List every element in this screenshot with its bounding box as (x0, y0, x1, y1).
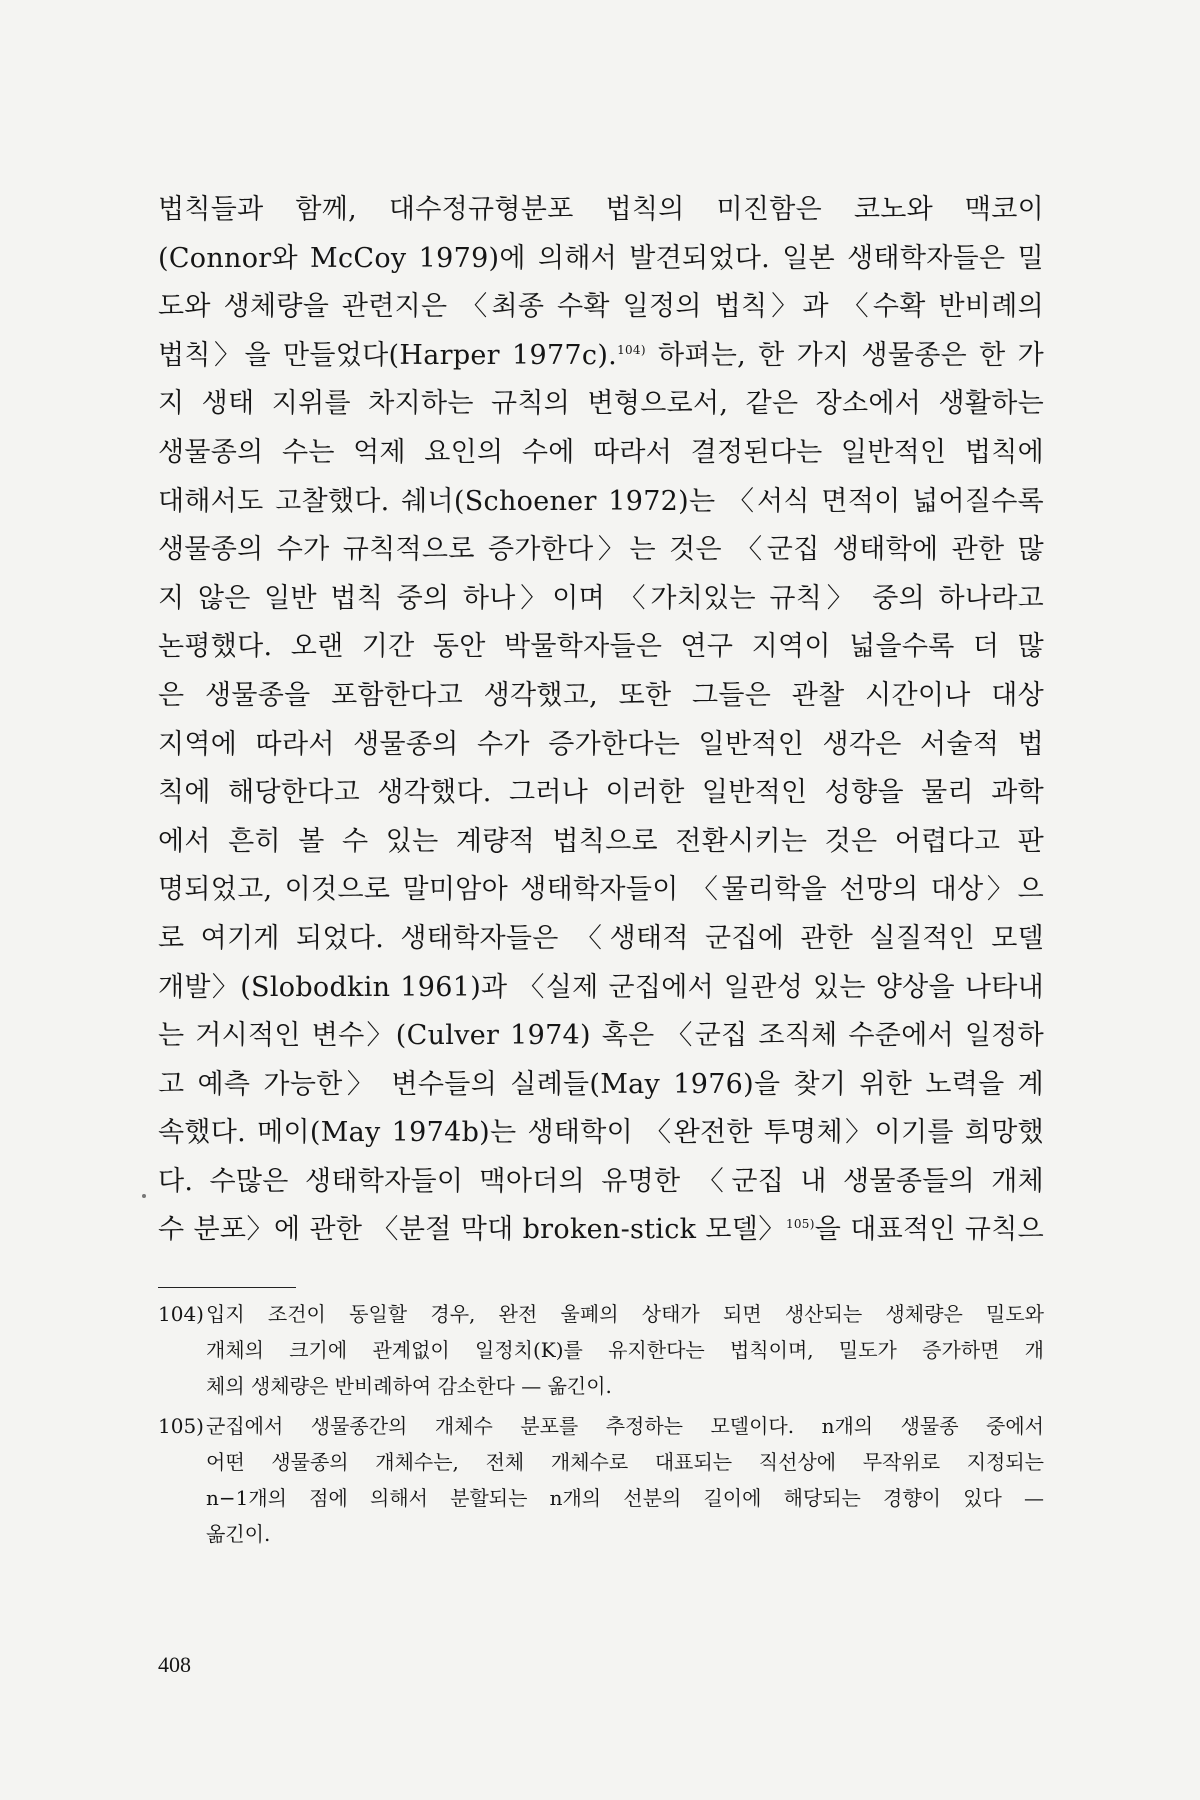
footnote-line: 입지 조건이 동일할 경우, 완전 울폐의 상태가 되면 생산되는 생체량은 밀도와 (206, 1302, 1044, 1326)
footnote-number: 104) (158, 1302, 204, 1326)
footnote-ref-105[interactable]: 105) (785, 1217, 815, 1232)
footnote-104 (158, 1296, 1044, 1404)
text-line: 개발〉(Slobodkin 1961)과 〈실제 군집에서 일관성 있는 양상을 나타내 (158, 971, 1044, 1003)
text-line: 은 생물종을 포함한다고 생각했고, 또한 그들은 관찰 시간이나 대상 (158, 679, 1044, 711)
text-line: 로 여기게 되었다. 생태학자들은 〈생태적 군집에 관한 실질적인 모델 (158, 922, 1044, 954)
text-segment: 수 분포〉에 관한 〈분절 막대 broken-stick 모델〉 (158, 1214, 786, 1246)
footnote-number: 105) (158, 1414, 204, 1438)
text-line (158, 332, 1044, 381)
text-line: 명되었고, 이것으로 말미암아 생태학자들이 〈물리학을 선망의 대상〉으 (158, 874, 1044, 906)
text-line: 는 거시적인 변수〉(Culver 1974) 혹은 〈군집 조직체 수준에서 일정하 (158, 1020, 1044, 1052)
text-line: 칙에 해당한다고 생각했다. 그러나 이러한 일반적인 성향을 물리 과학 (158, 777, 1044, 809)
text-line: 지 않은 일반 법칙 중의 하나〉이며 〈가치있는 규칙〉 중의 하나라고 (158, 582, 1044, 614)
text-line: 대해서도 고찰했다. 쉐너(Schoener 1972)는 〈서식 면적이 넓어질수록 (158, 485, 1044, 517)
text-line: 에서 흔히 볼 수 있는 계량적 법칙으로 전환시키는 것은 어렵다고 판 (158, 825, 1044, 857)
footnote-line: 어떤 생물종의 개체수는, 전체 개체수로 대표되는 직선상에 무작위로 지정되는 (206, 1450, 1044, 1474)
text-line: 고 예측 가능한〉 변수들의 실례들(May 1976)을 찾기 위한 노력을 계 (158, 1068, 1044, 1100)
text-line: 생물종의 수는 억제 요인의 수에 따라서 결정된다는 일반적인 법칙에 (158, 436, 1044, 468)
text-line: 생물종의 수가 규칙적으로 증가한다〉는 것은 〈군집 생태학에 관한 많 (158, 534, 1044, 566)
margin-dot (142, 1194, 146, 1198)
text-line: 법칙들과 함께, 대수정규형분포 법칙의 미진함은 코노와 맥코이 (158, 194, 1044, 225)
footnote-ref-104[interactable]: 104) (617, 342, 646, 357)
text-line: 지 생태 지위를 차지하는 규칙의 변형으로서, 같은 장소에서 생활하는 (158, 388, 1044, 420)
footnote-105 (158, 1408, 1044, 1552)
footnote-line: 옮긴이. (206, 1522, 271, 1546)
body-paragraph (158, 186, 1044, 1255)
text-line: 도와 생체량을 관련지은 〈최종 수확 일정의 법칙〉과 〈수확 반비례의 (158, 291, 1044, 323)
text-line: 속했다. 메이(May 1974b)는 생태학이 〈완전한 투명체〉이기를 희망했 (158, 1117, 1044, 1149)
footnote-line: 개체의 크기에 관계없이 일정치(K)를 유지한다는 법칙이며, 밀도가 증가하면 개 (206, 1338, 1044, 1362)
text-line: 논평했다. 오랜 기간 동안 박물학자들은 연구 지역이 넓을수록 더 많 (158, 631, 1044, 663)
footnote-separator (158, 1287, 296, 1288)
text-segment: 을 대표적인 규칙으 (814, 1214, 1044, 1246)
footnote-line: n−1개의 점에 의해서 분할되는 n개의 선분의 길이에 해당되는 경향이 있다 — (206, 1486, 1044, 1510)
text-line: (Connor와 McCoy 1979)에 의해서 발견되었다. 일본 생태학자들은 밀 (158, 242, 1044, 274)
page-number: 408 (158, 1652, 191, 1677)
footnotes (158, 1296, 1044, 1556)
text-line: 지역에 따라서 생물종의 수가 증가한다는 일반적인 생각은 서술적 법 (158, 728, 1044, 760)
footnote-line: 체의 생체량은 반비례하여 감소한다 — 옮긴이. (206, 1374, 612, 1398)
text-segment: 법칙〉을 만들었다(Harper 1977c). (158, 339, 618, 371)
text-line: 다. 수많은 생태학자들이 맥아더의 유명한 〈군집 내 생물종들의 개체 (158, 1165, 1044, 1197)
footnote-line: 군집에서 생물종간의 개체수 분포를 추정하는 모델이다. n개의 생물종 중에서 (206, 1414, 1044, 1438)
text-segment: 하펴는, 한 가지 생물종은 한 가 (657, 339, 1044, 371)
text-line (158, 1206, 1044, 1255)
